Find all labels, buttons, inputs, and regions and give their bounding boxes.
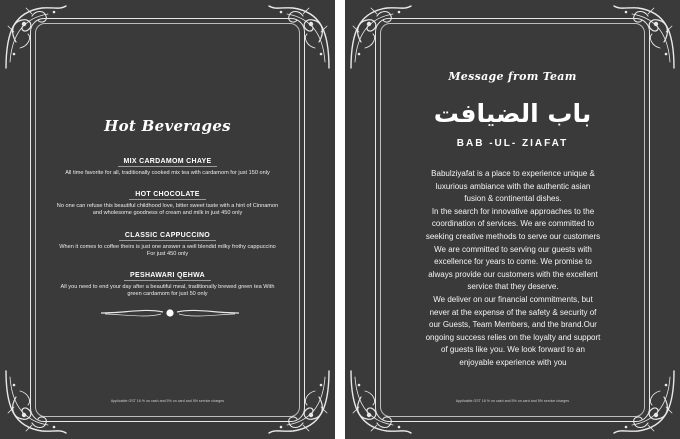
item-name: PESHAWARI QEHWA: [124, 272, 211, 281]
list-item: [55, 150, 280, 177]
item-name: MIX CARDAMOM CHAYE: [118, 158, 218, 167]
corner-ornament-icon: [263, 2, 333, 72]
item-description: No one can refuse this beautiful childhood love, bitter sweet taste with a hint of Cinnamon and wholesome goodness of cream and milk in just 450 only: [56, 203, 279, 217]
team-message: [393, 168, 633, 370]
message-line: fusion & continental dishes.: [464, 194, 562, 204]
corner-ornament-icon: [347, 2, 417, 72]
message-line: service that they deserve.: [467, 282, 559, 292]
corner-ornament-icon: [2, 2, 72, 72]
message-line: never at the expense of the safety & security of: [429, 307, 597, 317]
message-line: enjoyable experience with you: [459, 357, 567, 367]
beverages-menu-page: [0, 0, 335, 439]
page-title: Hot Beverages: [104, 117, 231, 135]
message-line: excellence for years to come. We promise to: [434, 257, 592, 267]
list-item: [55, 183, 280, 217]
restaurant-name-arabic: باب الضيافت: [433, 99, 592, 128]
beverage-list: [55, 150, 280, 304]
message-line: We are committed to serving our guests with: [434, 244, 592, 254]
corner-ornament-icon: [608, 2, 678, 72]
item-name: CLASSIC CAPPUCCINO: [119, 232, 216, 241]
message-line: coordination of services. We are committed to: [431, 219, 595, 229]
message-line: In the search for innovative approaches to the: [431, 206, 595, 216]
item-name: HOT CHOCOLATE: [129, 191, 205, 200]
message-line: of guests like you. We look forward to an: [441, 345, 585, 355]
item-description: When it comes to coffee theirs is just one answer a well blendid milky frothy cappuccino For just 450 only: [59, 243, 276, 257]
item-description: All you need to end your day after a beautiful meal, traditionally brewed green tea With green cardamom for just 50 only: [60, 284, 275, 298]
restaurant-name: BAB -UL- ZIAFAT: [456, 138, 569, 149]
message-line: luxurious ambiance with the authentic asian: [435, 181, 591, 191]
item-description: All time favorite for all, traditionally cooked mix tea with cardamom for just 150 only: [65, 170, 270, 176]
list-item: [55, 224, 280, 258]
tax-footnote: Applicable GST 16 % on cash and 5% on card and 5% service charges: [110, 399, 225, 403]
list-item: [55, 264, 280, 298]
message-line: We deliver on our financial commitments, but: [433, 294, 593, 304]
message-line: ongoing success relies on the loyalty and support: [425, 332, 601, 342]
message-line: seeking creative methods to serve our customers: [425, 231, 601, 241]
tax-footnote: Applicable GST 16 % on cash and 5% on card and 5% service charges: [455, 399, 570, 403]
page-title: Message from Team: [448, 70, 577, 83]
ornamental-divider-icon: [95, 306, 245, 320]
message-page: [345, 0, 680, 439]
message-line: our Guests, Team Members, and the brand.Our: [429, 320, 597, 330]
message-line: Babulziyafat is a place to experience unique &: [431, 169, 595, 178]
message-line: always provide our customers with the excellent: [428, 269, 598, 279]
